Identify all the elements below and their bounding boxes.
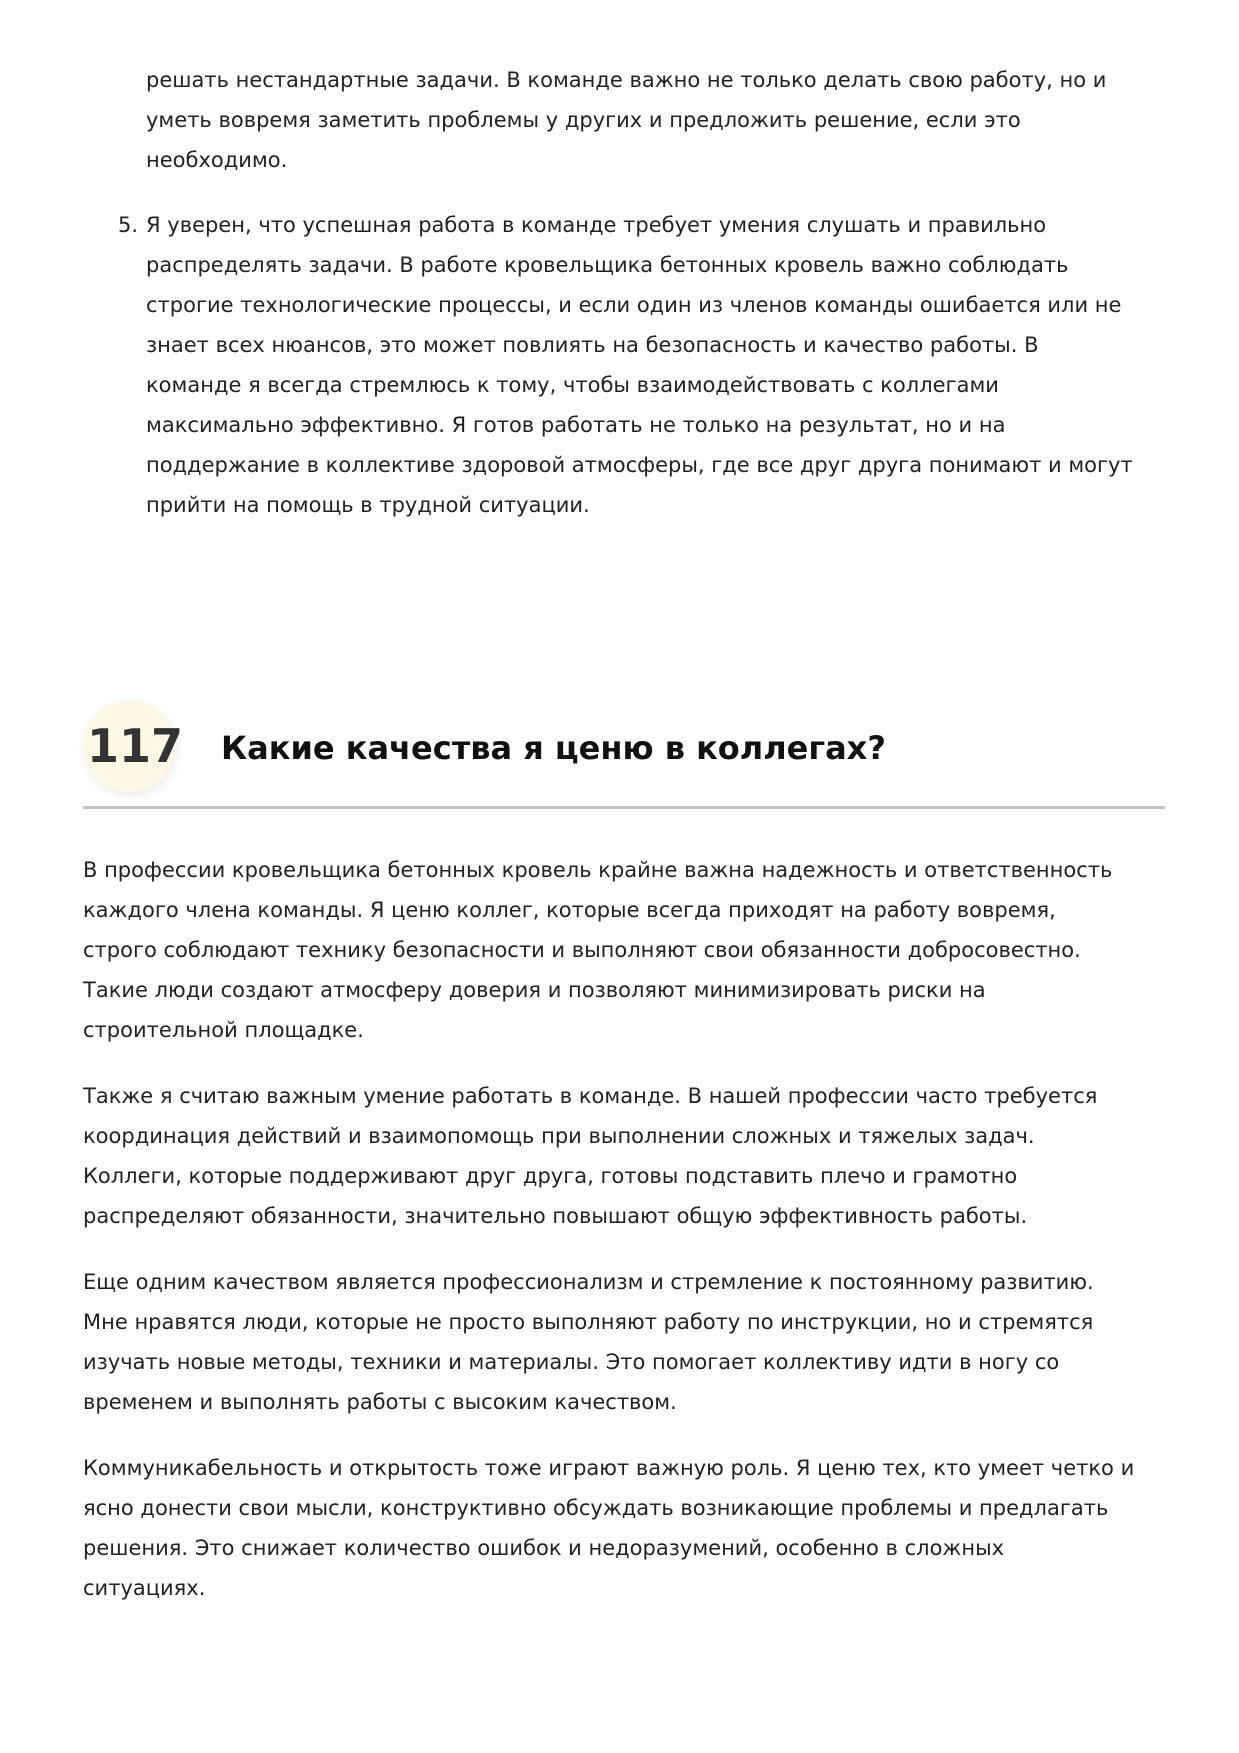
section-body	[83, 850, 1173, 1634]
text-line: решать нестандартные задачи. В команде важно не только делать свою работу, но и	[146, 68, 1107, 92]
answer-list	[118, 60, 1166, 525]
paragraph	[83, 850, 1173, 1050]
text-line: необходимо.	[146, 148, 288, 172]
text-line: Коммуникабельность и открытость тоже играют важную роль. Я ценю тех, кто умеет четко и	[83, 1456, 1135, 1480]
text-line: поддержание в коллективе здоровой атмосферы, где все друг друга понимают и могут	[146, 453, 1133, 477]
text-line: прийти на помощь в трудной ситуации.	[146, 493, 590, 517]
text-line: временем и выполнять работы с высоким качеством.	[83, 1390, 677, 1414]
text-line: решения. Это снижает количество ошибок и недоразумений, особенно в сложных	[83, 1536, 1005, 1560]
text-line: В профессии кровельщика бетонных кровель крайне важна надежность и ответственность	[83, 858, 1113, 882]
paragraph	[83, 1076, 1173, 1236]
text-line: распределять задачи. В работе кровельщика бетонных кровель важно соблюдать	[146, 253, 1069, 277]
text-line: координация действий и взаимопомощь при выполнении сложных и тяжелых задач.	[83, 1124, 1035, 1148]
text-line: строительной площадке.	[83, 1018, 364, 1042]
section-heading	[83, 700, 1165, 809]
text-line: строгие технологические процессы, и если один из членов команды ошибается или не	[146, 293, 1122, 317]
list-item-continuation	[146, 60, 1166, 180]
text-line: Также я считаю важным умение работать в команде. В нашей профессии часто требуется	[83, 1084, 1098, 1108]
text-line: Коллеги, которые поддерживают друг друга, готовы подставить плечо и грамотно	[83, 1164, 1018, 1188]
list-item-5	[118, 205, 1166, 525]
text-line: максимально эффективно. Я готов работать не только на результат, но и на	[146, 413, 1006, 437]
text-line: изучать новые методы, техники и материалы. Это помогает коллективу идти в ногу со	[83, 1350, 1060, 1374]
text-line: ясно донести свои мысли, конструктивно обсуждать возникающие проблемы и предлагать	[83, 1496, 1109, 1520]
text-line: команде я всегда стремлюсь к тому, чтобы взаимодействовать с коллегами	[146, 373, 999, 397]
section-number: 117	[87, 719, 184, 773]
paragraph	[83, 1262, 1173, 1422]
section-title: Какие качества я ценю в коллегах?	[221, 729, 886, 767]
text-line: Мне нравятся люди, которые не просто выполняют работу по инструкции, но и стремятся	[83, 1310, 1094, 1334]
text-line: Такие люди создают атмосферу доверия и позволяют минимизировать риски на	[83, 978, 986, 1002]
text-line: распределяют обязанности, значительно повышают общую эффективность работы.	[83, 1204, 1028, 1228]
text-line: уметь вовремя заметить проблемы у других и предложить решение, если это	[146, 108, 1021, 132]
text-line: Я уверен, что успешная работа в команде требует умения слушать и правильно	[146, 213, 1047, 237]
text-line: Еще одним качеством является профессионализм и стремление к постоянному развитию.	[83, 1270, 1094, 1294]
text-line: ситуациях.	[83, 1576, 206, 1600]
section-number-badge	[83, 700, 184, 792]
list-number: 5.	[118, 213, 139, 237]
paragraph	[83, 1448, 1173, 1608]
text-line: знает всех нюансов, это может повлиять на безопасность и качество работы. В	[146, 333, 1039, 357]
text-line: каждого члена команды. Я ценю коллег, которые всегда приходят на работу вовремя,	[83, 898, 1056, 922]
text-line: строго соблюдают технику безопасности и выполняют свои обязанности добросовестно.	[83, 938, 1081, 962]
